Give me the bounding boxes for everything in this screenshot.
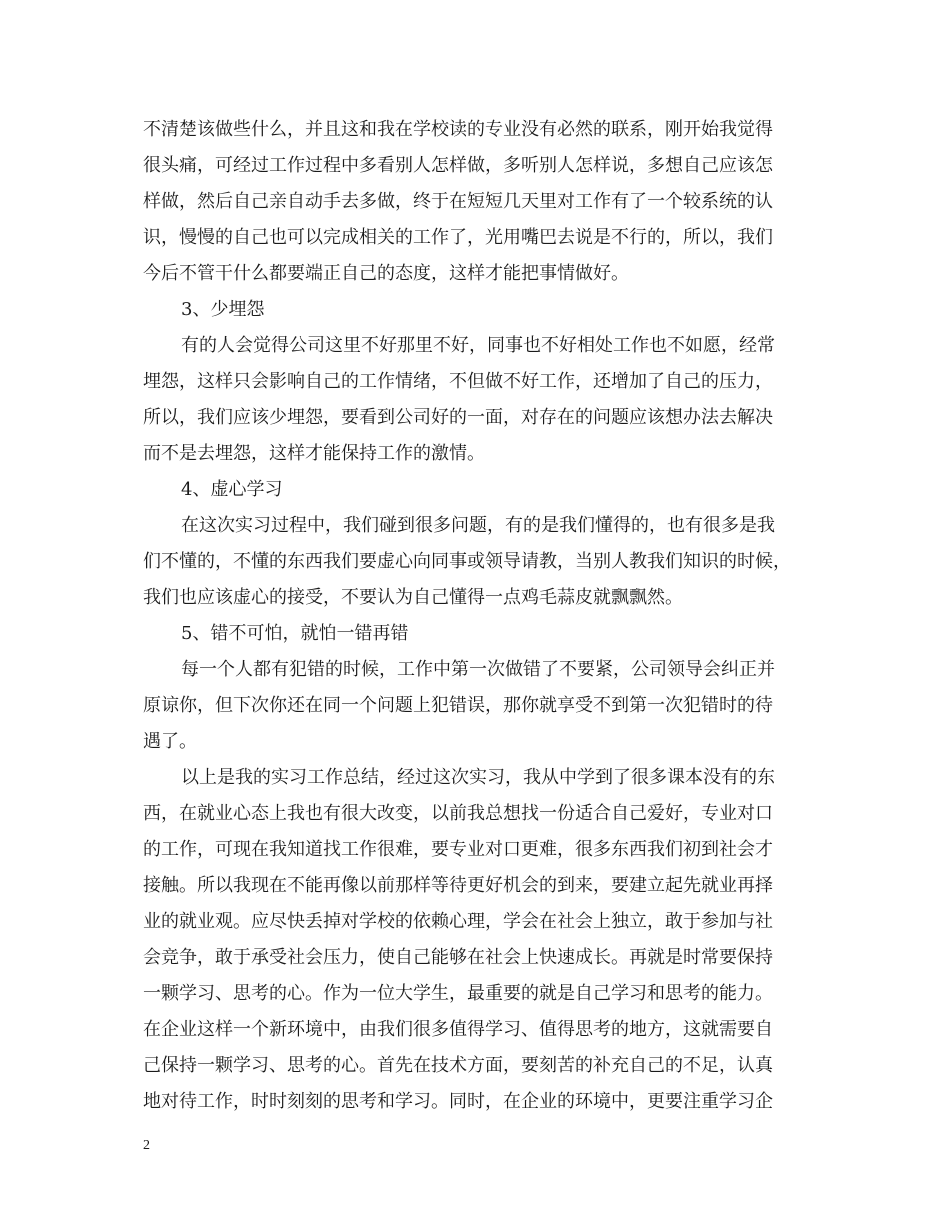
text-line: 一颗学习、思考的心。作为一位大学生，最重要的就是自己学习和思考的能力。 [143, 983, 773, 1004]
text-line: 埋怨，这样只会影响自己的工作情绪，不但做不好工作，还增加了自己的压力， [143, 371, 773, 392]
text-line: 很头痛，可经过工作过程中多看别人怎样做，多听别人怎样说，多想自己应该怎 [143, 155, 773, 176]
text-line: 地对待工作，时时刻刻的思考和学习。同时，在企业的环境中，更要注重学习企 [143, 1091, 773, 1112]
text-line: 识，慢慢的自己也可以完成相关的工作了，光用嘴巴去说是不行的，所以，我们 [143, 227, 773, 248]
text-line: 今后不管干什么都要端正自己的态度，这样才能把事情做好。 [143, 263, 629, 284]
text-line: 不清楚该做些什么，并且这和我在学校读的专业没有必然的联系，刚开始我觉得 [143, 119, 773, 140]
text-line: 西，在就业心态上我也有很大改变，以前我总想找一份适合自己爱好，专业对口 [143, 803, 773, 824]
text-line: 5、错不可怕，就怕一错再错 [181, 623, 409, 644]
text-line: 4、虚心学习 [181, 479, 283, 500]
text-line: 们不懂的，不懂的东西我们要虚心向同事或领导请教，当别人教我们知识的时候， [143, 551, 791, 572]
text-line: 在企业这样一个新环境中，由我们很多值得学习、值得思考的地方，这就需要自 [143, 1019, 773, 1040]
text-line: 原谅你，但下次你还在同一个问题上犯错误，那你就享受不到第一次犯错时的待 [143, 695, 773, 716]
text-line: 的工作，可现在我知道找工作很难，要专业对口更难，很多东西我们初到社会才 [143, 839, 773, 860]
text-line: 每一个人都有犯错的时候，工作中第一次做错了不要紧，公司领导会纠正并 [181, 659, 775, 680]
text-line: 而不是去埋怨，这样才能保持工作的激情。 [143, 443, 485, 464]
text-line: 在这次实习过程中，我们碰到很多问题，有的是我们懂得的，也有很多是我 [181, 515, 775, 536]
text-line: 己保持一颗学习、思考的心。首先在技术方面，要刻苦的补充自己的不足，认真 [143, 1055, 773, 1076]
text-line: 有的人会觉得公司这里不好那里不好，同事也不好相处工作也不如愿，经常 [181, 335, 775, 356]
text-line: 样做，然后自己亲自动手去多做，终于在短短几天里对工作有了一个较系统的认 [143, 191, 773, 212]
text-line: 会竞争，敢于承受社会压力，使自己能够在社会上快速成长。再就是时常要保持 [143, 947, 773, 968]
text-line: 接触。所以我现在不能再像以前那样等待更好机会的到来，要建立起先就业再择 [143, 875, 773, 896]
text-line: 3、少埋怨 [181, 299, 265, 320]
text-line: 以上是我的实习工作总结，经过这次实习，我从中学到了很多课本没有的东 [181, 767, 775, 788]
text-line: 所以，我们应该少埋怨，要看到公司好的一面，对存在的问题应该想办法去解决 [143, 407, 773, 428]
document-body [143, 112, 813, 1120]
text-line: 我们也应该虚心的接受，不要认为自己懂得一点鸡毛蒜皮就飘飘然。 [143, 587, 683, 608]
text-line: 业的就业观。应尽快丢掉对学校的依赖心理，学会在社会上独立，敢于参加与社 [143, 911, 773, 932]
text-line: 遇了。 [143, 731, 197, 752]
page-number: 2 [143, 1138, 150, 1153]
